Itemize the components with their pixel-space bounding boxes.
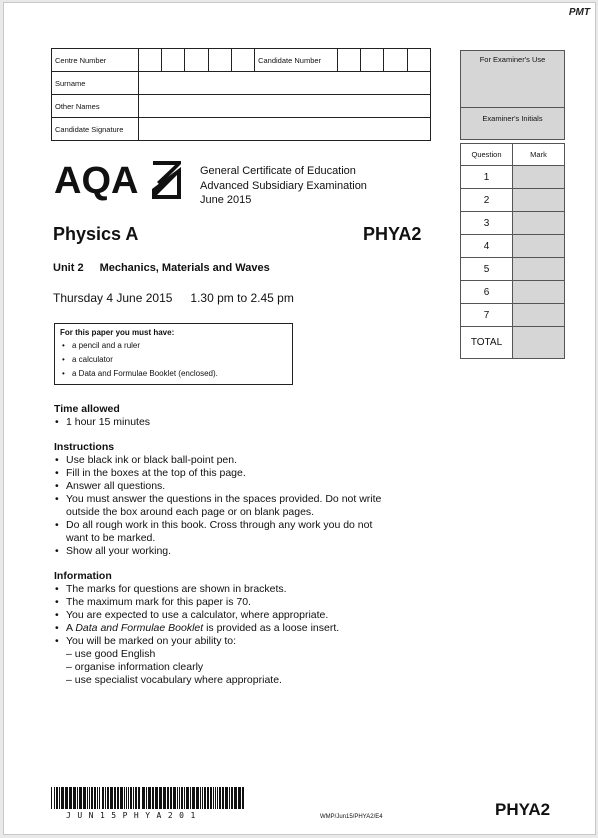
centre-number-box[interactable] bbox=[138, 49, 161, 72]
centre-number-box[interactable] bbox=[162, 49, 185, 72]
question-number: 2 bbox=[461, 189, 513, 212]
barcode-bar bbox=[142, 787, 145, 809]
barcode-bar bbox=[163, 787, 166, 809]
barcode-bar bbox=[217, 787, 218, 809]
materials-heading: For this paper you must have: bbox=[60, 328, 175, 337]
barcode-bar bbox=[51, 787, 52, 809]
exam-date bbox=[53, 291, 294, 305]
mark-cell[interactable] bbox=[513, 166, 565, 189]
barcode-bar bbox=[173, 787, 176, 809]
barcode-bar bbox=[190, 787, 191, 809]
time-allowed-value: • 1 hour 15 minutes bbox=[54, 416, 150, 429]
barcode-bar bbox=[186, 787, 189, 809]
barcode-bar bbox=[87, 787, 88, 809]
barcode-bar bbox=[135, 787, 137, 809]
barcode-bar bbox=[133, 787, 134, 809]
barcode-bar bbox=[146, 787, 147, 809]
barcode-bar bbox=[231, 787, 233, 809]
time-allowed-section bbox=[54, 403, 150, 429]
mark-cell[interactable] bbox=[513, 281, 565, 304]
barcode-bar bbox=[65, 787, 68, 809]
mark-cell[interactable] bbox=[513, 258, 565, 281]
instruction-continuation: outside the box around each page or on blank pages. bbox=[66, 506, 315, 518]
subject-title: Physics A bbox=[53, 224, 139, 244]
centre-number-label: Centre Number bbox=[52, 49, 139, 72]
barcode-bar bbox=[219, 787, 221, 809]
instruction-item: • Do all rough work in this book. Cross through any work you do not bbox=[54, 519, 381, 532]
barcode-bar bbox=[99, 787, 100, 809]
materials-item: • a calculator bbox=[60, 353, 287, 367]
instruction-item: • Fill in the boxes at the top of this page. bbox=[54, 467, 381, 480]
other-names-label: Other Names bbox=[52, 95, 139, 118]
barcode-bar bbox=[124, 787, 125, 809]
barcode-bar bbox=[89, 787, 90, 809]
barcode-bar bbox=[102, 787, 104, 809]
time-allowed-heading: Time allowed bbox=[54, 403, 120, 415]
barcode-bar bbox=[179, 787, 180, 809]
barcode-bar bbox=[215, 787, 216, 809]
barcode-bar bbox=[54, 787, 55, 809]
reference-code: WMP/Jun15/PHYA2/E4 bbox=[320, 814, 383, 820]
information-heading: Information bbox=[54, 570, 112, 582]
instructions-section bbox=[54, 441, 381, 558]
barcode-bar bbox=[213, 787, 214, 809]
exam-day: Thursday 4 June 2015 bbox=[53, 291, 173, 305]
candidate-number-label: Candidate Number bbox=[255, 49, 338, 72]
barcode-bar bbox=[77, 787, 78, 809]
instruction-item: • Answer all questions. bbox=[54, 480, 381, 493]
exam-time: 1.30 pm to 2.45 pm bbox=[190, 291, 294, 305]
signature-label: Candidate Signature bbox=[52, 118, 139, 141]
barcode-bar bbox=[184, 787, 185, 809]
barcode-bar bbox=[155, 787, 158, 809]
mark-cell[interactable] bbox=[513, 235, 565, 258]
barcode bbox=[51, 787, 245, 809]
total-mark-cell[interactable] bbox=[513, 327, 565, 359]
barcode-bar bbox=[138, 787, 140, 809]
barcode-bar bbox=[79, 787, 82, 809]
barcode-bar bbox=[242, 787, 244, 809]
barcode-bar bbox=[229, 787, 230, 809]
surname-field[interactable] bbox=[138, 72, 430, 95]
instruction-item: • Show all your working. bbox=[54, 545, 381, 558]
pmt-mark: PMT bbox=[568, 7, 590, 18]
signature-field[interactable] bbox=[138, 118, 430, 141]
barcode-bar bbox=[200, 787, 201, 809]
certificate-line: Advanced Subsidiary Examination bbox=[200, 179, 367, 192]
barcode-bar bbox=[207, 787, 209, 809]
candidate-details-table bbox=[51, 48, 431, 141]
information-subitem: – use specialist vocabulary where appropriate. bbox=[66, 674, 282, 686]
barcode-bar bbox=[69, 787, 72, 809]
centre-number-box[interactable] bbox=[231, 49, 254, 72]
barcode-bar bbox=[225, 787, 228, 809]
question-number: 6 bbox=[461, 281, 513, 304]
barcode-bar bbox=[91, 787, 93, 809]
information-item: • You will be marked on your ability to: bbox=[54, 635, 339, 648]
barcode-bar bbox=[114, 787, 116, 809]
mark-cell[interactable] bbox=[513, 304, 565, 327]
barcode-bar bbox=[222, 787, 224, 809]
examiner-use-label: For Examiner's Use bbox=[460, 50, 565, 108]
barcode-bar bbox=[110, 787, 113, 809]
barcode-bar bbox=[97, 787, 98, 809]
instructions-heading: Instructions bbox=[54, 441, 115, 453]
aqa-mark-icon bbox=[151, 159, 183, 201]
question-number: 3 bbox=[461, 212, 513, 235]
centre-number-box[interactable] bbox=[208, 49, 231, 72]
question-header: Question bbox=[461, 144, 513, 166]
examiner-panel bbox=[460, 50, 565, 359]
barcode-bar bbox=[56, 787, 58, 809]
surname-label: Surname bbox=[52, 72, 139, 95]
barcode-bar bbox=[204, 787, 206, 809]
barcode-bar bbox=[177, 787, 178, 809]
barcode-bar bbox=[170, 787, 172, 809]
barcode-bar bbox=[120, 787, 123, 809]
question-number: 4 bbox=[461, 235, 513, 258]
exam-cover-page bbox=[3, 2, 596, 835]
information-item: • A Data and Formulae Booklet is provided as a loose insert. bbox=[54, 622, 339, 635]
centre-number-box[interactable] bbox=[185, 49, 208, 72]
candidate-number-box[interactable] bbox=[384, 49, 407, 72]
mark-cell[interactable] bbox=[513, 212, 565, 235]
candidate-number-box[interactable] bbox=[337, 49, 360, 72]
barcode-bar bbox=[196, 787, 199, 809]
barcode-bar bbox=[130, 787, 132, 809]
instruction-item: • Use black ink or black ball-point pen. bbox=[54, 454, 381, 467]
instruction-item: • You must answer the questions in the spaces provided. Do not write bbox=[54, 493, 381, 506]
barcode-bar bbox=[159, 787, 162, 809]
barcode-bar bbox=[73, 787, 76, 809]
information-section bbox=[54, 570, 339, 687]
paper-code: PHYA2 bbox=[363, 224, 422, 244]
barcode-bar bbox=[59, 787, 60, 809]
question-number: 5 bbox=[461, 258, 513, 281]
barcode-bar bbox=[152, 787, 154, 809]
barcode-bar bbox=[94, 787, 96, 809]
barcode-bar bbox=[117, 787, 119, 809]
barcode-bar bbox=[167, 787, 169, 809]
certificate-line: General Certificate of Education bbox=[200, 165, 356, 177]
barcode-bar bbox=[238, 787, 241, 809]
barcode-text: JUN15PHYA201 bbox=[66, 811, 202, 820]
barcode-bar bbox=[107, 787, 109, 809]
total-label: TOTAL bbox=[461, 327, 513, 359]
information-item: • The marks for questions are shown in brackets. bbox=[54, 583, 339, 596]
barcode-bar bbox=[148, 787, 151, 809]
marks-table bbox=[460, 143, 565, 359]
materials-item: • a Data and Formulae Booklet (enclosed). bbox=[60, 367, 287, 381]
mark-header: Mark bbox=[513, 144, 565, 166]
barcode-bar bbox=[105, 787, 106, 809]
certificate-line: June 2015 bbox=[200, 194, 252, 206]
candidate-number-box[interactable] bbox=[361, 49, 384, 72]
unit-line bbox=[53, 262, 270, 274]
other-names-field[interactable] bbox=[138, 95, 430, 118]
logo-text: AQA bbox=[54, 160, 139, 202]
information-item: • You are expected to use a calculator, where appropriate. bbox=[54, 609, 339, 622]
barcode-bar bbox=[83, 787, 86, 809]
materials-item: • a pencil and a ruler bbox=[60, 339, 287, 353]
materials-box bbox=[54, 323, 293, 385]
information-subitem: – use good English bbox=[66, 648, 156, 660]
question-number: 7 bbox=[461, 304, 513, 327]
unit-title: Mechanics, Materials and Waves bbox=[99, 262, 270, 274]
barcode-bar bbox=[61, 787, 64, 809]
barcode-bar bbox=[202, 787, 203, 809]
certificate-info bbox=[200, 164, 367, 208]
information-item: • The maximum mark for this paper is 70. bbox=[54, 596, 339, 609]
barcode-bar bbox=[234, 787, 237, 809]
barcode-bar bbox=[128, 787, 129, 809]
examiner-initials-label: Examiner's Initials bbox=[460, 108, 565, 140]
barcode-bar bbox=[210, 787, 212, 809]
instruction-continuation: want to be marked. bbox=[66, 532, 156, 544]
barcode-bar bbox=[126, 787, 127, 809]
information-subitem: – organise information clearly bbox=[66, 661, 204, 673]
barcode-bar bbox=[181, 787, 183, 809]
unit-number: Unit 2 bbox=[53, 262, 84, 274]
question-number: 1 bbox=[461, 166, 513, 189]
footer-paper-code: PHYA2 bbox=[495, 800, 551, 819]
candidate-number-box[interactable] bbox=[407, 49, 430, 72]
mark-cell[interactable] bbox=[513, 189, 565, 212]
barcode-bar bbox=[192, 787, 195, 809]
